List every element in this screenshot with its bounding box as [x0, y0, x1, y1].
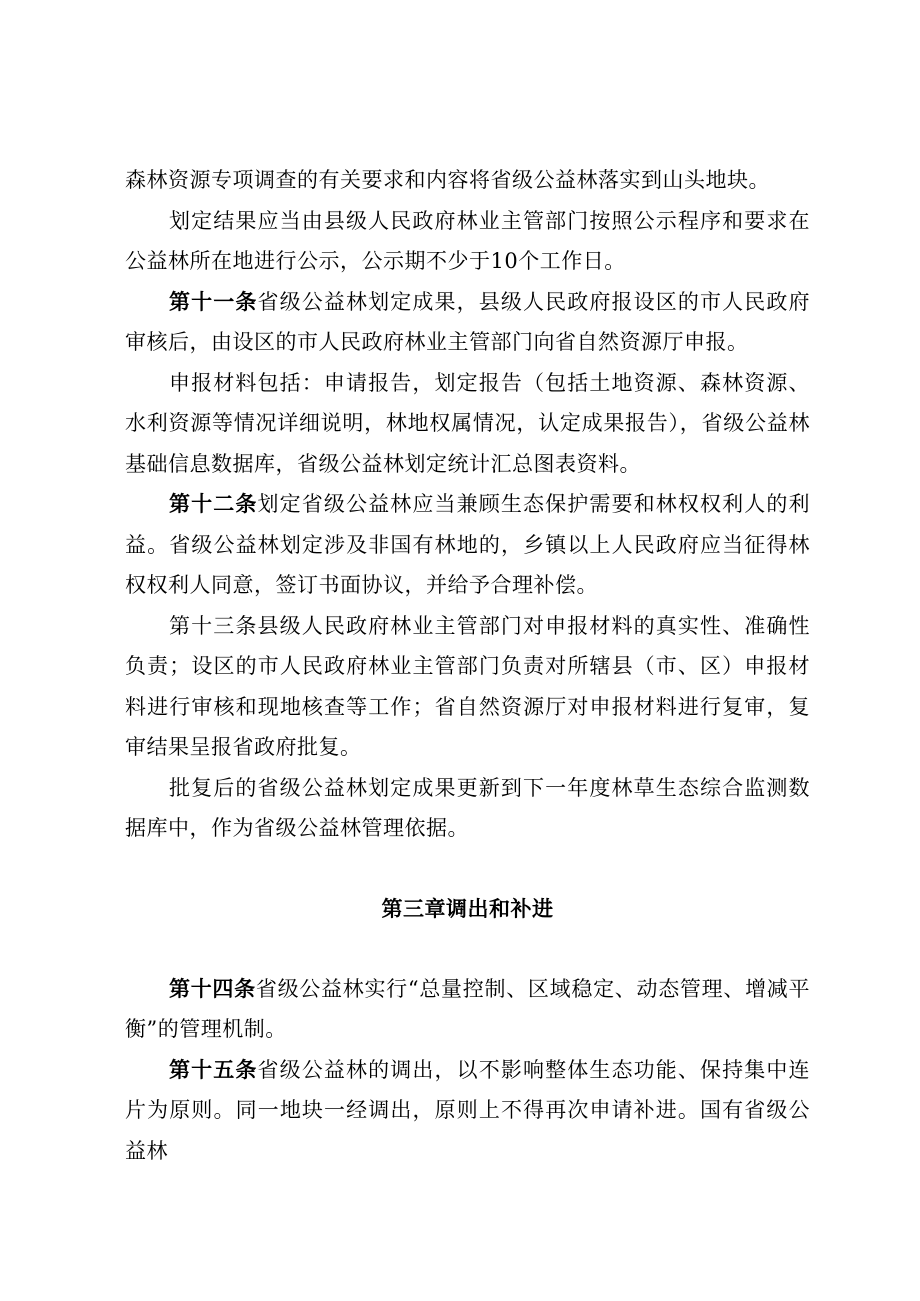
article-text: 划定省级公益林应当兼顾生态保护需要和林权权利人的利益。省级公益林划定涉及非国有林地的，乡镇以上人民政府应当征得林权权利人同意，签订书面协议，并给予合理补偿。 [125, 492, 810, 597]
article-text: 省级公益林的调出，以不影响整体生态功能、保持集中连片为原则。同一地块一经调出，原则上不得再次申请补进。国有省级公益林 [125, 1057, 810, 1163]
article-text: 省级公益林划定成果，县级人民政府报设区的市人民政府审核后，由设区的市人民政府林业主管部门向省自然资源厅申报。 [125, 289, 810, 354]
spacer [125, 929, 810, 969]
paragraph-text: 划定结果应当由县级人民政府林业主管部门按照公示程序和要求在公益林所在地进行公示，公示期不少于10个工作日。 [125, 208, 810, 273]
paragraph-publicity [125, 201, 810, 282]
article-13 [125, 606, 810, 768]
document-body [125, 160, 810, 1171]
article-12 [125, 484, 810, 606]
paragraph-materials [125, 363, 810, 485]
paragraph-text: 森林资源专项调查的有关要求和内容将省级公益林落实到山头地块。 [125, 168, 770, 192]
paragraph-text: 批复后的省级公益林划定成果更新到下一年度林草生态综合监测数据库中，作为省级公益林管理依据。 [125, 775, 810, 840]
article-number: 第十一条 [169, 288, 258, 314]
article-11 [125, 282, 810, 363]
article-14 [125, 969, 810, 1050]
paragraph-approval [125, 768, 810, 849]
article-text: 省级公益林实行“总量控制、区域稳定、动态管理、增减平衡”的管理机制。 [125, 976, 811, 1041]
article-text: 第十三条县级人民政府林业主管部门对申报材料的真实性、准确性负责；设区的市人民政府林业主管部门负责对所辖县（市、区）申报材料进行审核和现地核查等工作；省自然资源厅对申报材料进行复审，复审结果呈报省政府批复。 [125, 613, 810, 759]
article-number: 第十二条 [169, 491, 258, 516]
paragraph-continuation [125, 160, 810, 201]
chapter-heading: 第三章调出和补进 [381, 895, 554, 921]
paragraph-text: 申报材料包括：申请报告，划定报告（包括土地资源、森林资源、水利资源等情况详细说明，林地权属情况，认定成果报告），省级公益林基础信息数据库，省级公益林划定统计汇总图表资料。 [125, 370, 810, 476]
article-15 [125, 1050, 810, 1172]
spacer [125, 849, 810, 889]
article-number: 第十四条 [169, 975, 256, 1001]
article-number: 第十五条 [169, 1056, 258, 1082]
